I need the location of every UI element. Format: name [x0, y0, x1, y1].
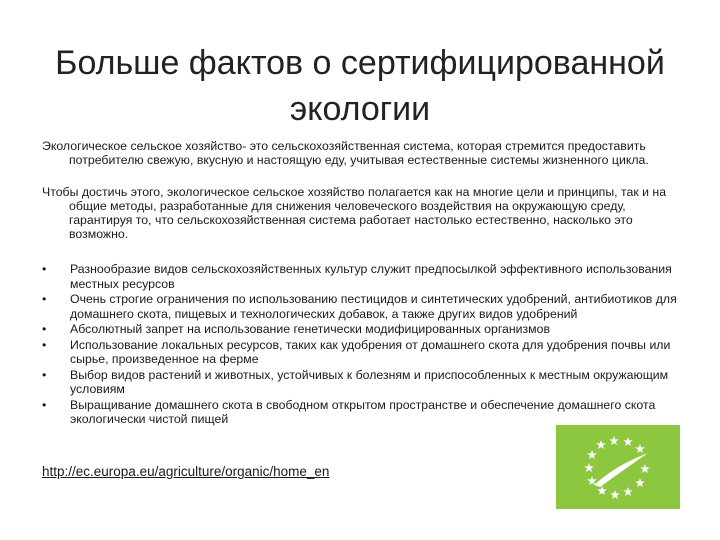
list-item-text: Выбор видов растений и животных, устойчивых к болезням и приспособленных к местным окружающим условиям	[70, 367, 669, 396]
bullet-icon: •	[42, 262, 47, 276]
list-item-text: Разнообразие видов сельскохозяйственных культур служит предпосылкой эффективного использования местных ресурсов	[70, 262, 672, 291]
list-item	[42, 262, 682, 291]
bullet-icon: •	[42, 337, 47, 352]
list-item	[42, 368, 682, 397]
bullet-icon: •	[42, 397, 47, 412]
list-item	[42, 338, 682, 367]
list-item-text: Использование локальных ресурсов, таких как удобрения от домашнего скота для удобрения почвы или сырье, произведенное на ферме	[70, 337, 671, 366]
paragraph-text: Чтобы достичь этого, экологическое сельское хозяйство полагается как на многие цели и принципы, так и на общие методы, разработанные для снижения человеческого воздействия на окружающую среду, гарантируя то, что сельскохозяйственная система работает настолько естественно, насколько это возможно.	[42, 185, 667, 241]
slide-title: Больше фактов о сертифицированной экологии	[55, 44, 665, 128]
list-item-text: Выращивание домашнего скота в свободном открытом пространстве и обеспечение домашнего скота экологически чистой пищей	[70, 397, 656, 426]
eu-organic-leaf-icon	[556, 425, 680, 509]
bullet-icon: •	[42, 292, 47, 306]
list-item-text: Очень строгие ограничения по использованию пестицидов и синтетических удобрений, антибиотиков для домашнего скота, пищевых и технологических добавок, а также других видов удобрений	[70, 292, 677, 321]
eu-organic-link[interactable]: http://ec.europa.eu/agriculture/organic/home_en	[42, 464, 330, 479]
list-item	[42, 292, 682, 321]
paragraph-text: Экологическое сельское хозяйство- это сельскохозяйственная система, которая стремится предоставить потребителю свежую, вкусную и настоящую еду, учитывая естественные системы жизненного цикла.	[42, 139, 649, 167]
bullet-icon: •	[42, 367, 47, 382]
intro-paragraph	[42, 139, 682, 167]
list-item	[42, 398, 682, 427]
methods-paragraph	[42, 185, 682, 241]
list-item-text: Абсолютный запрет на использование генетически модифицированных организмов	[70, 322, 551, 336]
eu-organic-logo	[556, 425, 680, 509]
list-item	[42, 322, 682, 337]
principles-list	[42, 262, 682, 428]
bullet-icon: •	[42, 322, 47, 336]
